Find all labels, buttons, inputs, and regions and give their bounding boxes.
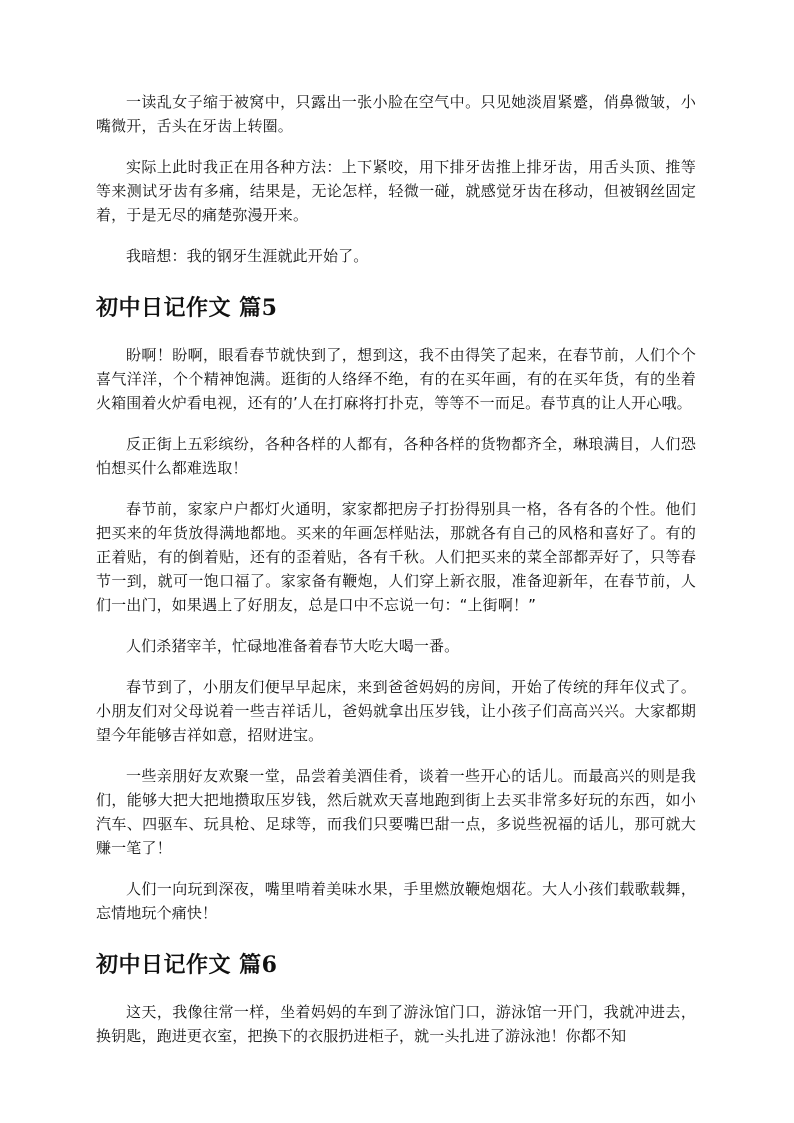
section-heading: 初中日记作文 篇5: [96, 295, 278, 321]
paragraph: 春节到了，小朋友们便早早起床，来到爸爸妈妈的房间，开始了传统的拜年仪式了。小朋友们对父母说着一些吉祥话儿，爸妈就拿出压岁钱，让小孩子们高高兴兴。大家都期望今年能够吉祥如意，招财进宝。: [96, 678, 696, 744]
paragraph: 这天，我像往常一样，坐着妈妈的车到了游泳馆门口，游泳馆一开门，我就冲进去，换钥匙，跑进更衣室，把换下的衣服扔进柜子，就一头扎进了游泳池！你都不知: [96, 1003, 696, 1045]
paragraph: 人们杀猪宰羊，忙碌地准备着春节大吃大喝一番。: [126, 637, 460, 655]
paragraph: 反正街上五彩缤纷，各种各样的人都有，各种各样的货物都齐全，琳琅满目，人们恐怕想买什么都难选取！: [96, 435, 696, 477]
paragraph: 一些亲朋好友欢聚一堂，品尝着美酒佳肴，谈着一些开心的话儿。而最高兴的则是我们，能够大把大把地攒取压岁钱，然后就欢天喜地跑到街上去买非常多好玩的东西，如小汽车、四驱车、玩具枪、足球等，而我们只要嘴巴甜一点，多说些祝福的话儿，那可就大赚一笔了！: [96, 767, 696, 857]
paragraph: 春节前，家家户户都灯火通明，家家都把房子打扮得别具一格，各有各的个性。他们把买来的年货放得满地都地。买来的年画怎样贴法，那就各有自己的风格和喜好了。有的正着贴，有的倒着贴，还有的歪着贴，各有千秋。人们把买来的菜全部都弄好了，只等春节一到，就可一饱口福了。家家备有鞭炮，人们穿上新衣服，准备迎新年，在春节前，人们一出门，如果遇上了好朋友，总是口中不忘说一句：“上街啊！”: [96, 500, 696, 614]
document-body: [96, 90, 696, 1065]
section-heading: 初中日记作文 篇6: [96, 952, 278, 978]
paragraph: 我暗想：我的钢牙生涯就此开始了。: [126, 247, 369, 265]
paragraph: 一读乱女子缩于被窝中，只露出一张小脸在空气中。只见她淡眉紧蹙，俏鼻微皱，小嘴微开，舌头在牙齿上转圈。: [96, 93, 696, 135]
paragraph: 实际上此时我正在用各种方法：上下紧咬，用下排牙齿推上排牙齿，用舌头顶、推等等来测试牙齿有多痛，结果是，无论怎样，轻微一碰，就感觉牙齿在移动，但被钢丝固定着，于是无尽的痛楚弥漫开来。: [96, 158, 696, 224]
paragraph: 盼啊！盼啊，眼看春节就快到了，想到这，我不由得笑了起来，在春节前，人们个个喜气洋洋，个个精神饱满。逛街的人络绎不绝，有的在买年画，有的在买年货，有的坐着火箱围着火炉看电视，还有的’人在打麻将打扑克，等等不一而足。春节真的让人开心哦。: [96, 346, 696, 412]
paragraph: 人们一向玩到深夜，嘴里啃着美味水果，手里燃放鞭炮烟花。大人小孩们载歌载舞，忘情地玩个痛快！: [96, 880, 696, 922]
